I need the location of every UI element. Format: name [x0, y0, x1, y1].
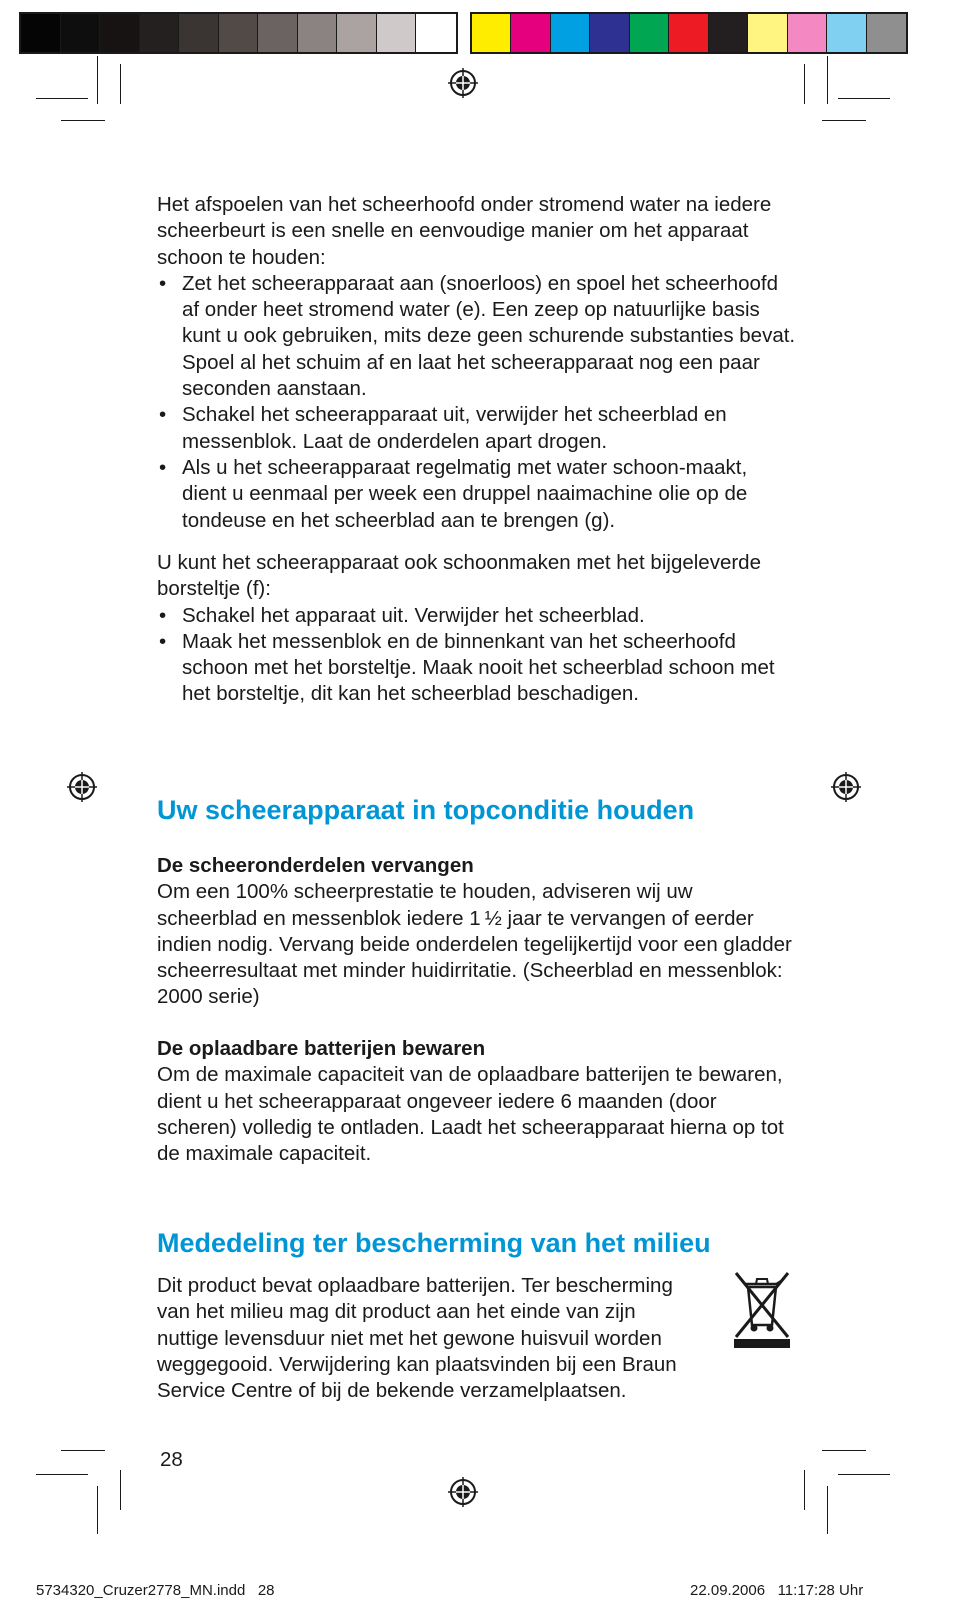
crop-mark: [804, 64, 805, 104]
crop-mark: [120, 64, 121, 104]
list-item: • Maak het messenblok en de binnenkant van het scheerhoofd schoon met het borsteltje. Maak nooit het scheerblad schoon met het borsteltje, dit kan het scheerblad beschadigen.: [157, 629, 797, 708]
environment-section: [157, 1273, 697, 1404]
battery-section: [157, 1036, 797, 1167]
registration-mark-icon: [448, 1477, 478, 1507]
list-item: • Zet het scheerapparaat aan (snoerloos) en spoel het scheerhoofd af onder heet stromend water (e). Een zeep op natuurlijke basis kunt u ook gebruiken, mits deze geen schurende substanties bevat. Spoel al het schuim af en laat het scheerapparaat nog een paar seconden aanstaan.: [157, 271, 797, 402]
brush-bullet-list: [157, 603, 797, 708]
color-swatch: [258, 14, 298, 52]
color-swatch: [511, 14, 550, 52]
color-swatch: [416, 14, 456, 52]
crop-mark: [827, 1486, 828, 1534]
parts-subheading: De scheeronderdelen vervangen: [157, 854, 474, 877]
crop-mark: [804, 1470, 805, 1510]
color-swatch: [219, 14, 259, 52]
process-color-bar: [470, 12, 908, 54]
color-swatch: [788, 14, 827, 52]
color-swatch: [179, 14, 219, 52]
crop-mark: [120, 1470, 121, 1510]
section-heading-milieu: Mededeling ter bescherming van het milieu: [157, 1228, 711, 1258]
crop-mark: [61, 1450, 105, 1451]
intro-section: [157, 192, 797, 534]
color-swatch: [709, 14, 748, 52]
registration-mark-icon: [67, 772, 97, 802]
crop-mark: [36, 98, 88, 99]
registration-mark-icon: [448, 68, 478, 98]
crop-mark: [36, 1474, 88, 1475]
list-item: • Schakel het apparaat uit. Verwijder het scheerblad.: [157, 603, 797, 629]
color-swatch: [100, 14, 140, 52]
brush-section: [157, 550, 797, 708]
crop-mark: [97, 1486, 98, 1534]
battery-paragraph: Om de maximale capaciteit van de oplaadbare batterijen te bewaren, dient u het scheerapparaat ongeveer iedere 6 maanden (door scheren) volledig te ontladen. Laadt het scheerapparaat hierna op tot de maximale capaciteit.: [157, 1063, 784, 1166]
color-swatch: [827, 14, 866, 52]
crop-mark: [838, 1474, 890, 1475]
section-heading-topconditie: Uw scheerapparaat in topconditie houden: [157, 795, 695, 825]
color-swatch: [669, 14, 708, 52]
color-swatch: [748, 14, 787, 52]
list-item: • Als u het scheerapparaat regelmatig met water schoon-maakt, dient u eenmaal per week een druppel naaimachine olie op de tondeuse en het scheerblad aan te brengen (g).: [157, 455, 797, 534]
intro-paragraph: Het afspoelen van het scheerhoofd onder stromend water na iedere scheerbeurt is een snelle en eenvoudige manier om het apparaat schoon te houden:: [157, 193, 772, 269]
print-slug-timestamp: 22.09.2006 11:17:28 Uhr: [690, 1582, 864, 1599]
crop-mark: [822, 120, 866, 121]
parts-replacement-section: [157, 853, 797, 1011]
color-swatch: [590, 14, 629, 52]
crop-mark: [61, 120, 105, 121]
crop-mark: [822, 1450, 866, 1451]
environment-paragraph: Dit product bevat oplaadbare batterijen. Ter bescherming van het milieu mag dit product aan het einde van zijn nuttige levensduur niet met het gewone huisvuil worden weggegooid. Verwijdering kan plaatsvinden bij een Braun Service Centre of bij de bekende verzamelplaatsen.: [157, 1274, 677, 1403]
crop-mark: [97, 56, 98, 104]
color-swatch: [140, 14, 180, 52]
registration-mark-icon: [831, 772, 861, 802]
color-swatch: [21, 14, 61, 52]
gray-color-bar: [19, 12, 458, 54]
color-swatch: [551, 14, 590, 52]
brush-paragraph: U kunt het scheerapparaat ook schoonmaken met het bijgeleverde borsteltje (f):: [157, 551, 761, 601]
color-swatch: [867, 14, 906, 52]
color-swatch: [630, 14, 669, 52]
list-item: • Schakel het scheerapparaat uit, verwijder het scheerblad en messenblok. Laat de onderdelen apart drogen.: [157, 402, 797, 455]
crop-mark: [827, 56, 828, 104]
page-number: 28: [160, 1448, 183, 1471]
intro-bullet-list: [157, 271, 797, 534]
battery-subheading: De oplaadbare batterijen bewaren: [157, 1037, 486, 1060]
color-swatch: [298, 14, 338, 52]
color-swatch: [377, 14, 417, 52]
crossed-out-wheelie-bin-icon: [732, 1267, 792, 1349]
print-slug-filename: 5734320_Cruzer2778_MN.indd 28: [36, 1582, 275, 1599]
color-swatch: [61, 14, 101, 52]
color-swatch: [337, 14, 377, 52]
crop-mark: [838, 98, 890, 99]
parts-paragraph: Om een 100% scheerprestatie te houden, adviseren wij uw scheerblad en messenblok iedere 1 ½ jaar te vervangen of eerder indien nodig. Vervang beide onderdelen tegelijkertijd voor een gladder scheerresultaat met minder huidirritatie. (Scheerblad en messenblok: 2000 serie): [157, 880, 792, 1009]
color-swatch: [472, 14, 511, 52]
